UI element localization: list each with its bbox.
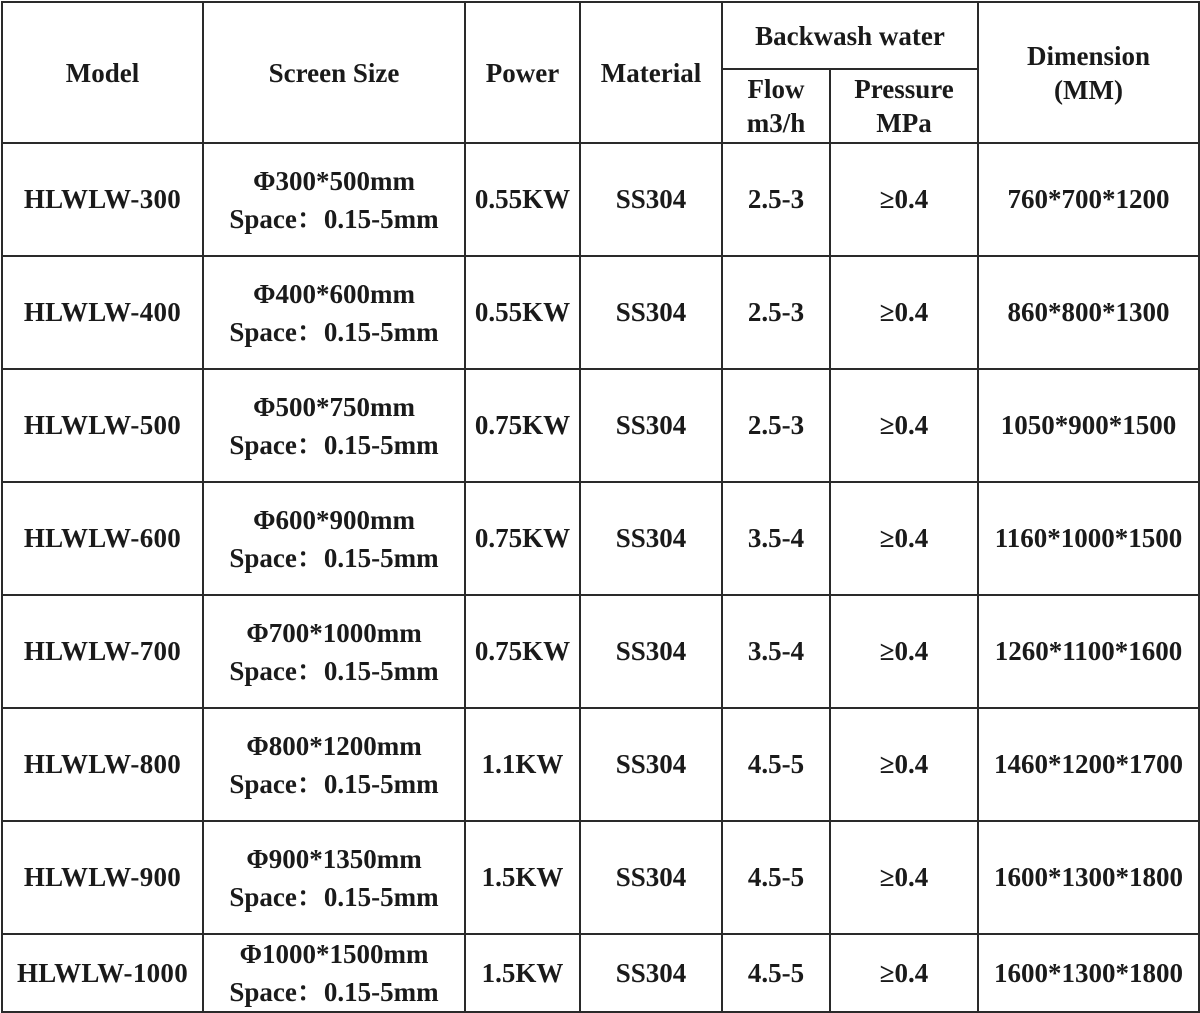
pressure-cell: ≥0.4 [830,934,978,1012]
header-pressure [830,69,978,143]
pressure-cell: ≥0.4 [830,256,978,369]
screen-space-value: Space：0.15-5mm [229,316,439,347]
dimension-cell: 1260*1100*1600 [978,595,1199,708]
pressure-cell: ≥0.4 [830,482,978,595]
model-cell: HLWLW-700 [2,595,203,708]
table-row [2,369,1199,482]
header-flow-line1: Flow [747,74,805,104]
power-cell: 0.75KW [465,595,580,708]
header-power: Power [465,2,580,143]
table-row [2,708,1199,821]
table-row [2,482,1199,595]
screen-space-value: Space：0.15-5mm [229,768,439,799]
pressure-cell: ≥0.4 [830,821,978,934]
header-material: Material [580,2,722,143]
screen-size-value: Φ600*900mm [253,504,415,535]
spec-table [1,1,1200,1013]
screen-size-value: Φ700*1000mm [246,617,422,648]
power-cell: 0.55KW [465,256,580,369]
dimension-cell: 1160*1000*1500 [978,482,1199,595]
pressure-cell: ≥0.4 [830,595,978,708]
table-row [2,821,1199,934]
screen-size-cell [203,482,465,595]
dimension-cell: 860*800*1300 [978,256,1199,369]
screen-size-value: Φ800*1200mm [246,730,422,761]
screen-space-value: Space：0.15-5mm [229,977,439,1007]
pressure-cell: ≥0.4 [830,143,978,256]
material-cell: SS304 [580,708,722,821]
table-row [2,595,1199,708]
header-backwash-water: Backwash water [722,2,978,69]
screen-size-value: Φ1000*1500mm [239,939,429,969]
table-row [2,256,1199,369]
header-dimension [978,2,1199,143]
power-cell: 1.1KW [465,708,580,821]
table-row [2,143,1199,256]
model-cell: HLWLW-400 [2,256,203,369]
screen-space-value: Space：0.15-5mm [229,542,439,573]
screen-size-cell [203,934,465,1012]
screen-size-value: Φ900*1350mm [246,843,422,874]
flow-cell: 2.5-3 [722,256,830,369]
header-dimension-line1: Dimension [1026,40,1151,71]
table-header [2,2,1199,143]
power-cell: 1.5KW [465,821,580,934]
dimension-cell: 1600*1300*1800 [978,821,1199,934]
table-body [2,143,1199,1012]
material-cell: SS304 [580,482,722,595]
flow-cell: 2.5-3 [722,369,830,482]
material-cell: SS304 [580,143,722,256]
material-cell: SS304 [580,369,722,482]
material-cell: SS304 [580,256,722,369]
header-flow-line2: m3/h [746,108,806,138]
model-cell: HLWLW-600 [2,482,203,595]
screen-size-cell [203,595,465,708]
screen-size-cell [203,821,465,934]
screen-size-cell [203,708,465,821]
model-cell: HLWLW-500 [2,369,203,482]
screen-space-value: Space：0.15-5mm [229,881,439,912]
header-pressure-line1: Pressure [854,74,954,104]
model-cell: HLWLW-900 [2,821,203,934]
dimension-cell: 1050*900*1500 [978,369,1199,482]
dimension-cell: 760*700*1200 [978,143,1199,256]
header-dimension-line2: (MM) [1054,74,1123,105]
flow-cell: 3.5-4 [722,482,830,595]
dimension-cell: 1460*1200*1700 [978,708,1199,821]
model-cell: HLWLW-800 [2,708,203,821]
material-cell: SS304 [580,934,722,1012]
screen-size-cell [203,369,465,482]
pressure-cell: ≥0.4 [830,369,978,482]
header-model: Model [2,2,203,143]
header-row-top [2,2,1199,69]
flow-cell: 3.5-4 [722,595,830,708]
model-cell: HLWLW-300 [2,143,203,256]
screen-size-value: Φ400*600mm [253,278,415,309]
table-row [2,934,1199,1012]
header-screen-size: Screen Size [203,2,465,143]
power-cell: 0.75KW [465,482,580,595]
screen-space-value: Space：0.15-5mm [229,203,439,234]
screen-space-value: Space：0.15-5mm [229,655,439,686]
header-pressure-line2: MPa [876,108,932,138]
flow-cell: 2.5-3 [722,143,830,256]
material-cell: SS304 [580,595,722,708]
flow-cell: 4.5-5 [722,934,830,1012]
model-cell: HLWLW-1000 [2,934,203,1012]
screen-size-cell [203,143,465,256]
screen-size-value: Φ300*500mm [253,165,415,196]
flow-cell: 4.5-5 [722,821,830,934]
dimension-cell: 1600*1300*1800 [978,934,1199,1012]
screen-size-cell [203,256,465,369]
power-cell: 1.5KW [465,934,580,1012]
power-cell: 0.75KW [465,369,580,482]
header-flow [722,69,830,143]
material-cell: SS304 [580,821,722,934]
power-cell: 0.55KW [465,143,580,256]
flow-cell: 4.5-5 [722,708,830,821]
screen-size-value: Φ500*750mm [253,391,415,422]
screen-space-value: Space：0.15-5mm [229,429,439,460]
pressure-cell: ≥0.4 [830,708,978,821]
